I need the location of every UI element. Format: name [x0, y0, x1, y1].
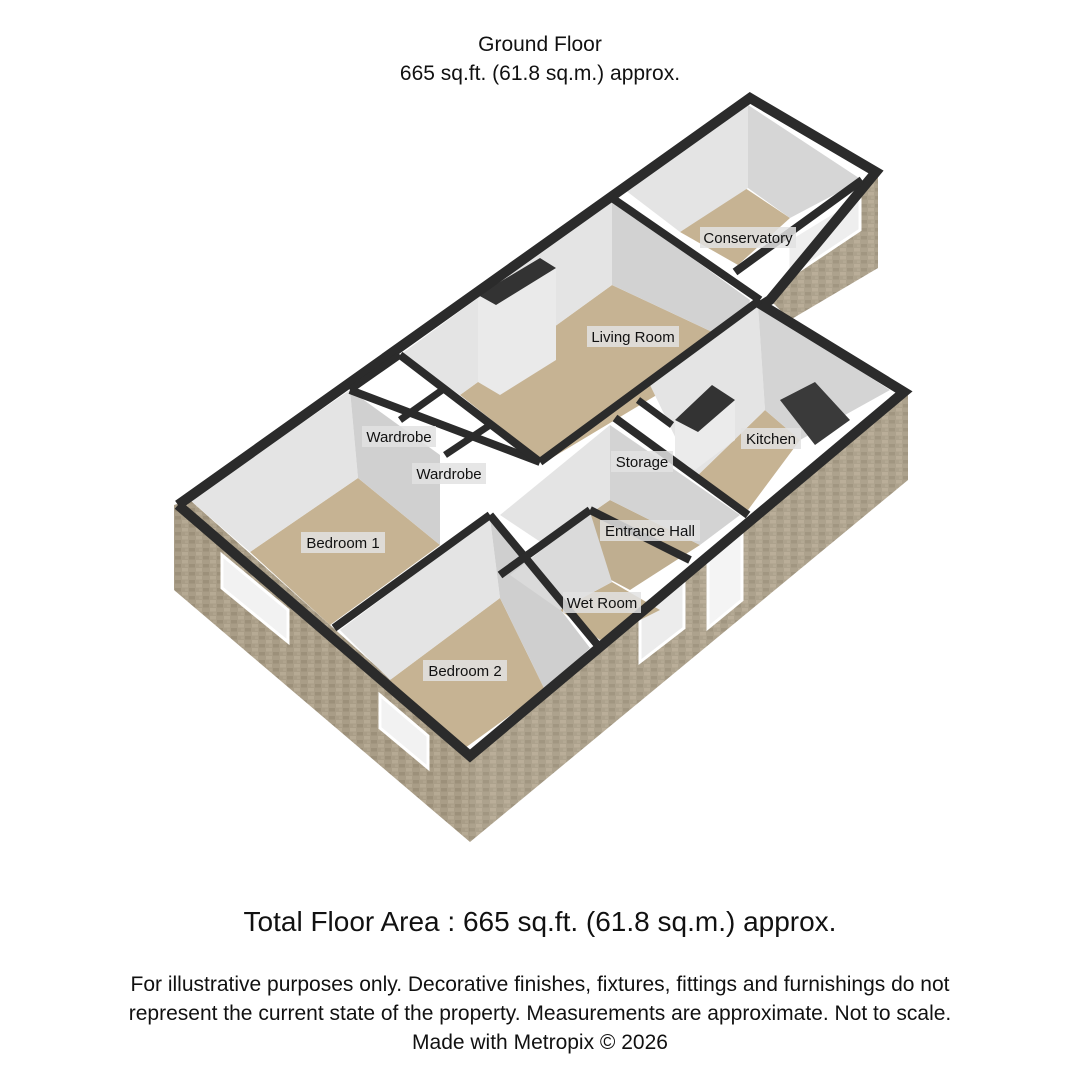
label-storage: Storage: [615, 454, 669, 471]
label-kitchen: Kitchen: [745, 431, 797, 448]
label-wet-room: Wet Room: [566, 595, 638, 612]
label-entrance-hall: Entrance Hall: [604, 523, 696, 540]
label-wardrobe-2: Wardrobe: [416, 466, 482, 483]
conservatory-side-wall: [748, 105, 862, 218]
label-wardrobe-1: Wardrobe: [366, 429, 432, 446]
floor-name: Ground Floor: [478, 33, 602, 56]
credit-line: Made with Metropix © 2026: [412, 1031, 668, 1054]
disclaimer: [0, 970, 1080, 1057]
total-floor-area: Total Floor Area : 665 sq.ft. (61.8 sq.m.) approx.: [243, 906, 837, 937]
floor-area: 665 sq.ft. (61.8 sq.m.) approx.: [399, 62, 681, 85]
label-conservatory: Conservatory: [703, 230, 793, 247]
disclaimer-line-2: represent the current state of the property. Measurements are approximate. Not to scale.: [128, 1002, 952, 1025]
label-bedroom-1: Bedroom 1: [306, 535, 380, 552]
label-bedroom-2: Bedroom 2: [428, 663, 502, 680]
disclaimer-line-1: For illustrative purposes only. Decorative finishes, fixtures, fittings and furnishings do not: [130, 973, 950, 996]
label-living-room: Living Room: [591, 329, 675, 346]
